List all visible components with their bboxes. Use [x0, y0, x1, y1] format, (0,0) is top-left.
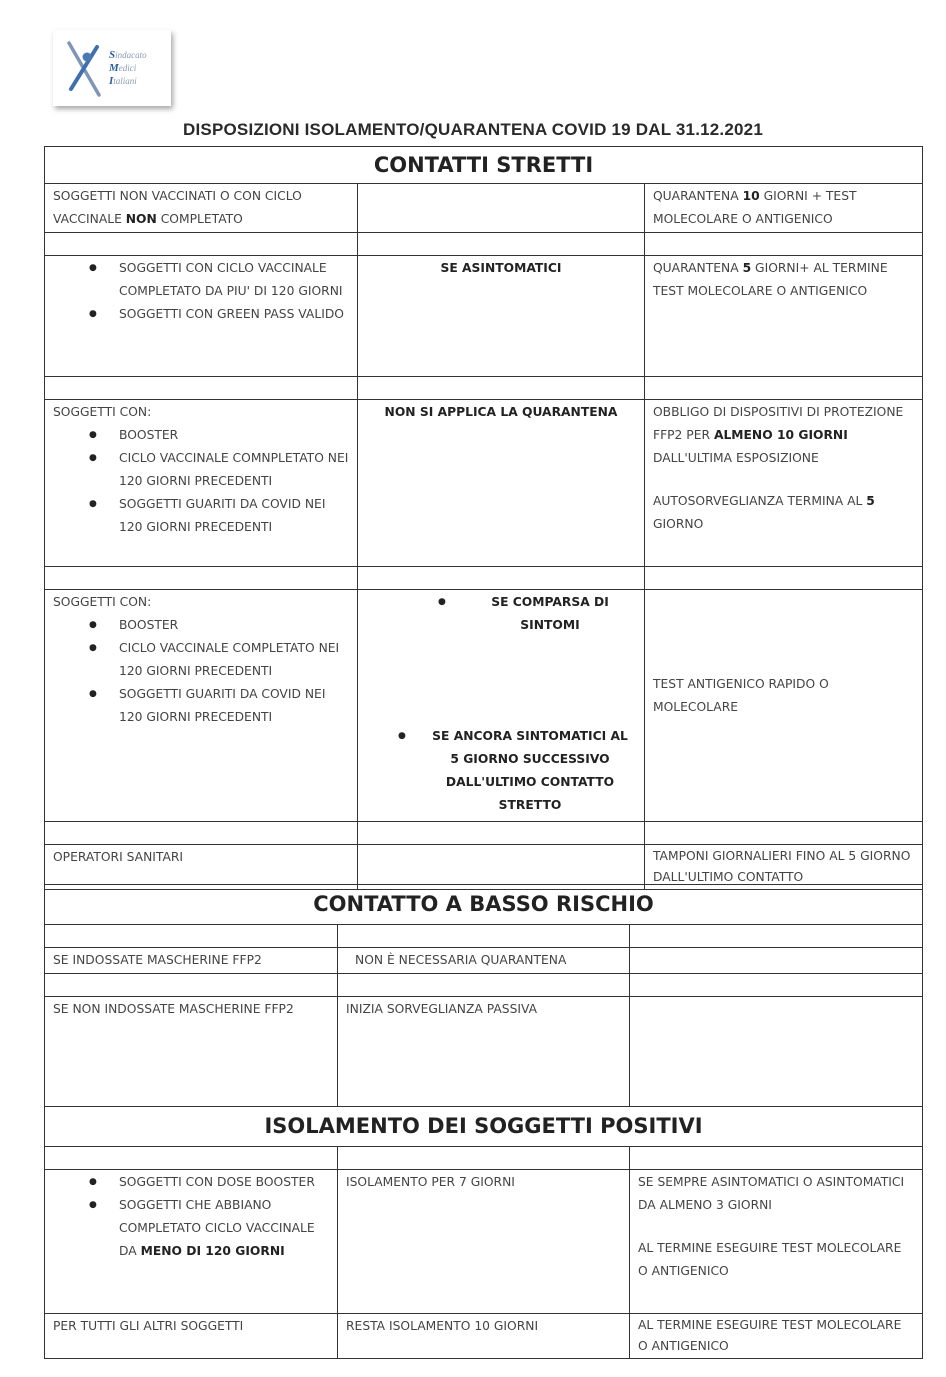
subject-cell: SOGGETTI NON VACCINATI O CON CICLO VACCINALE NON COMPLETATO: [45, 184, 358, 233]
measure-cell: ISOLAMENTO PER 7 GIORNI: [338, 1170, 630, 1314]
measure-cell: QUARANTENA 5 GIORNI+ AL TERMINE TEST MOLECOLARE O ANTIGENICO: [645, 256, 923, 377]
condition-cell: [358, 845, 645, 890]
logo: [53, 30, 171, 106]
measure-cell: RESTA ISOLAMENTO 10 GIORNI: [338, 1314, 630, 1359]
table-row: [45, 845, 923, 890]
list-item: ● SOGGETTI GUARITI DA COVID NEI 120 GIORNI PRECEDENTI: [89, 493, 349, 539]
note-cell: SE SEMPRE ASINTOMATICI O ASINTOMATICI DA ALMENO 3 GIORNI AL TERMINE ESEGUIRE TEST MOLECOLARE O ANTIGENICO: [630, 1170, 923, 1314]
table-row: [45, 184, 923, 233]
subject-cell: [45, 590, 358, 822]
measure-cell: TEST ANTIGENICO RAPIDO O MOLECOLARE: [645, 590, 923, 822]
list-item: ● SOGGETTI CON DOSE BOOSTER: [89, 1171, 329, 1194]
condition-cell: NON SI APPLICA LA QUARANTENA: [358, 400, 645, 567]
subject-cell: [45, 1170, 338, 1314]
table-row: [45, 400, 923, 567]
table-row: [45, 997, 923, 1107]
section-header: [45, 885, 923, 925]
list-item: ● SOGGETTI CHE ABBIANO COMPLETATO CICLO VACCINALE DA MENO DI 120 GIORNI: [89, 1194, 329, 1263]
list-item: ● SOGGETTI CON GREEN PASS VALIDO: [89, 303, 349, 326]
spacer-row: [45, 377, 923, 400]
list-item: ● SOGGETTI CON CICLO VACCINALE COMPLETATO DA PIU' DI 120 GIORNI: [89, 257, 349, 303]
basso-rischio-positivi-table: [44, 884, 923, 1359]
spacer-row: [45, 822, 923, 845]
measure-cell: NON È NECESSARIA QUARANTENA: [338, 948, 630, 974]
list-item: ● SOGGETTI GUARITI DA COVID NEI 120 GIORNI PRECEDENTI: [89, 683, 349, 729]
subject-intro: SOGGETTI CON:: [53, 405, 152, 419]
table-row: [45, 590, 923, 822]
spacer-row: [45, 925, 923, 948]
condition-cell: [358, 184, 645, 233]
contatti-stretti-table: [44, 146, 923, 890]
subject-cell: OPERATORI SANITARI: [45, 845, 358, 890]
logo-text: Sindacato Medici Italiani: [109, 48, 147, 87]
subject-cell: PER TUTTI GLI ALTRI SOGGETTI: [45, 1314, 338, 1359]
section-heading-contatti-stretti: CONTATTI STRETTI: [45, 147, 923, 184]
section-heading-positivi: ISOLAMENTO DEI SOGGETTI POSITIVI: [45, 1107, 923, 1147]
note-cell: AL TERMINE ESEGUIRE TEST MOLECOLARE O ANTIGENICO: [630, 1314, 923, 1359]
list-item: ● BOOSTER: [89, 614, 349, 637]
list-item: ● SE ANCORA SINTOMATICI AL 5 GIORNO SUCCESSIVO DALL'ULTIMO CONTATTO STRETTO: [398, 725, 632, 817]
document-title: DISPOSIZIONI ISOLAMENTO/QUARANTENA COVID 19 DAL 31.12.2021: [183, 120, 763, 139]
subject-intro: SOGGETTI CON:: [53, 595, 152, 609]
note-cell: [630, 948, 923, 974]
subject-cell: SE INDOSSATE MASCHERINE FFP2: [45, 948, 338, 974]
subject-cell: [45, 256, 358, 377]
spacer-row: [45, 1147, 923, 1170]
list-item: ● BOOSTER: [89, 424, 349, 447]
spacer-row: [45, 567, 923, 590]
measure-cell: OBBLIGO DI DISPOSITIVI DI PROTEZIONE FFP2 PER ALMENO 10 GIORNI DALL'ULTIMA ESPOSIZIONE AUTOSORVEGLIANZA TERMINA AL 5 GIORNO: [645, 400, 923, 567]
section-header: [45, 1107, 923, 1147]
section-header: [45, 147, 923, 184]
condition-cell: SE ASINTOMATICI: [358, 256, 645, 377]
table-row: [45, 948, 923, 974]
list-item: ● SE COMPARSA DI SINTOMI: [438, 591, 632, 637]
measure-cell: QUARANTENA 10 GIORNI + TEST MOLECOLARE O ANTIGENICO: [645, 184, 923, 233]
subject-cell: [45, 400, 358, 567]
note-cell: [630, 997, 923, 1107]
measure-cell: INIZIA SORVEGLIANZA PASSIVA: [338, 997, 630, 1107]
section-heading-basso-rischio: CONTATTO A BASSO RISCHIO: [45, 885, 923, 925]
list-item: ● CICLO VACCINALE COMNPLETATO NEI 120 GIORNI PRECEDENTI: [89, 447, 349, 493]
table-row: [45, 1314, 923, 1359]
spacer-row: [45, 974, 923, 997]
spacer-row: [45, 233, 923, 256]
condition-cell: [358, 590, 645, 822]
table-row: [45, 256, 923, 377]
list-item: ● CICLO VACCINALE COMPLETATO NEI 120 GIORNI PRECEDENTI: [89, 637, 349, 683]
subject-cell: SE NON INDOSSATE MASCHERINE FFP2: [45, 997, 338, 1107]
stick-figure-x-icon: [63, 37, 107, 99]
measure-cell: TAMPONI GIORNALIERI FINO AL 5 GIORNO DALL'ULTIMO CONTATTO: [645, 845, 923, 890]
table-row: [45, 1170, 923, 1314]
